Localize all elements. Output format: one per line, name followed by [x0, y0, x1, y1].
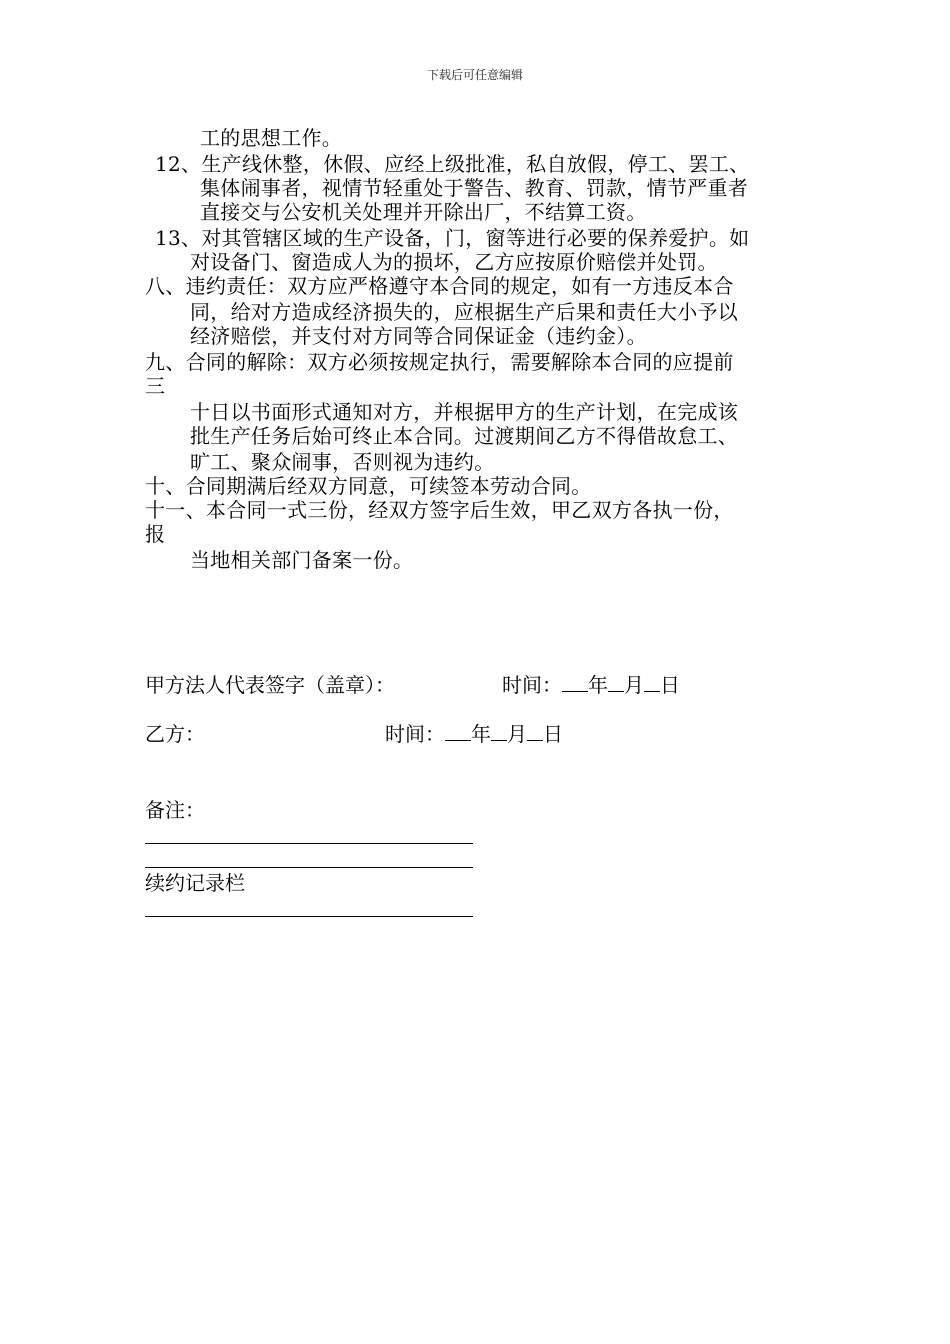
year-label: 年 [471, 722, 491, 746]
party-a-date [502, 673, 680, 697]
clause-line: 九、合同的解除：双方必须按规定执行，需要解除本合同的应提前 [145, 350, 734, 374]
clause-line: 十一、本合同一式三份，经双方签字后生效，甲乙双方各执一份， [145, 498, 734, 522]
day-blank[interactable] [644, 673, 660, 692]
month-blank[interactable] [491, 722, 507, 741]
clause-line: 直接交与公安机关处理并开除出厂，不结算工资。 [200, 200, 647, 224]
party-a-signature-label: 甲方法人代表签字（盖章）： [145, 673, 395, 697]
renewal-rule[interactable] [145, 916, 473, 917]
clause-line: 十、合同期满后经双方同意，可续签本劳动合同。 [145, 474, 592, 498]
clause-line: 旷工、聚众闹事，否则视为违约。 [190, 450, 495, 474]
clause-line: 对设备门、窗造成人为的损坏，乙方应按原价赔偿并处罚。 [190, 250, 718, 274]
clause-line: 13、对其管辖区域的生产设备，门，窗等进行必要的保养爱护。如 [155, 226, 750, 250]
clause-line: 八、违约责任：双方应严格遵守本合同的规定，如有一方违反本合 [145, 274, 734, 298]
clause-line: 12、生产线休整，休假、应经上级批准，私自放假，停工、罢工、 [155, 152, 750, 176]
day-label: 日 [660, 673, 680, 697]
month-blank[interactable] [608, 673, 624, 692]
clause-line: 十日以书面形式通知对方，并根据甲方的生产计划，在完成该 [190, 400, 739, 424]
party-b-date [385, 722, 563, 746]
clause-line: 集体闹事者，视情节轻重处于警告、教育、罚款，情节严重者 [200, 176, 749, 200]
party-b-signature-label: 乙方： [145, 722, 205, 746]
page-header: 下载后可任意编辑 [426, 68, 523, 82]
month-label: 月 [507, 722, 527, 746]
clause-line: 报 [145, 522, 166, 546]
clause-line: 当地相关部门备案一份。 [190, 548, 414, 572]
remarks-rule[interactable] [145, 867, 473, 868]
day-label: 日 [543, 722, 563, 746]
clause-line: 三 [145, 374, 166, 398]
remarks-rule[interactable] [145, 843, 473, 844]
clause-line: 同，给对方造成经济损失的，应根据生产后果和责任大小予以 [190, 300, 739, 324]
year-label: 年 [588, 673, 608, 697]
day-blank[interactable] [527, 722, 543, 741]
remarks-label: 备注： [145, 798, 205, 822]
year-blank[interactable] [562, 673, 588, 692]
year-blank[interactable] [445, 722, 471, 741]
clause-line: 工的思想工作。 [200, 126, 343, 150]
renewal-label: 续约记录栏 [145, 871, 245, 895]
time-label: 时间： [385, 722, 445, 746]
clause-line: 批生产任务后始可终止本合同。过渡期间乙方不得借故怠工、 [190, 424, 739, 448]
time-label: 时间： [502, 673, 562, 697]
clause-line: 经济赔偿，并支付对方同等合同保证金（违约金）。 [190, 324, 647, 348]
month-label: 月 [624, 673, 644, 697]
